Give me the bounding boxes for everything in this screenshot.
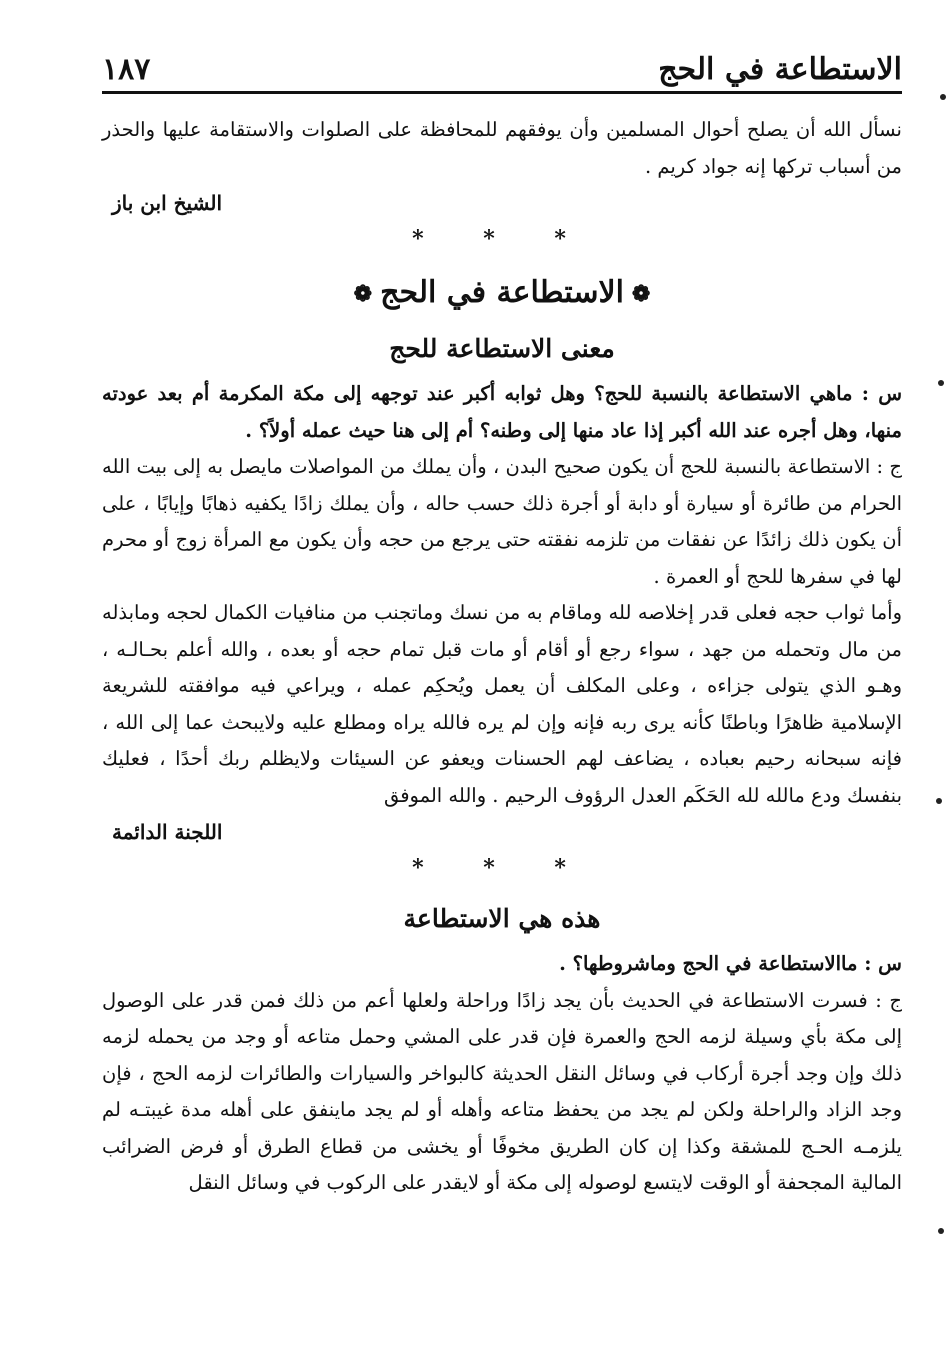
subheading-this-is-ability: هذه هي الاستطاعة	[403, 904, 601, 933]
intro-signature: الشيخ ابن باز	[112, 191, 223, 215]
ornament-icon: ❁	[353, 281, 373, 307]
star-separator: * * *	[412, 855, 592, 881]
answer-1-continued: وأما ثواب حجه فعلى قدر إخلاصه لله وماقام به من نسك وماتجنب من منافيات الكمال لحجه ومابذله من مال وتحمله من جهد ، سواء رجع أو أقام أو مات قبل تمام حجه أو بعده ، والله أعلم بحـالـه ، وهـو الذي يتولى جزاءه ، وعلى المكلف أن يعمل ويُحكِم عمله ، ويراعي فيه موافقته للشريعة الإسلامية ظاهرًا وباطنًا كأنه يرى ربه فإنه وإن لم يره فالله يراه ومطلع عليه ولايبحث عما إلى الله ، فإنه سبحانه رحيم بعباده ، يضاعف لهم الحسنات ويعفو عن السيئات ولايظلم ربك أحدًا ، فعليك بنفسك ودع مالله لله الحَكَم العدل الرؤوف الرحيم . والله الموفق	[102, 601, 902, 807]
margin-dot	[940, 94, 946, 100]
page-number: ١٨٧	[102, 52, 151, 87]
intro-paragraph: نسأل الله أن يصلح أحوال المسلمين وأن يوفقهم للمحافظة على الصلوات والاستقامة عليها والحذر من أسباب تركها إنه جواد كريم .	[102, 118, 902, 178]
answer-1: ج : الاستطاعة بالنسبة للحج أن يكون صحيح البدن ، وأن يملك من المواصلات مايصل به إلى بيت الله الحرام من طائرة أو سيارة أو دابة أو أجرة ذلك حسب حاله ، وأن يملك زادًا يكفيه ذهابًا وإيابًا ، على أن يكون ذلك زائدًا عن نفقات من تلزمه نفقته حتى يرجع من حجه وأن يكون مع المرأة زوج أو محرم لها في سفرها للحج أو العمرة .	[102, 455, 902, 588]
question-2: س : ماالاستطاعة في الحج وماشروطها؟ .	[559, 952, 902, 975]
running-title: الاستطاعة في الحج	[658, 52, 902, 87]
page-content	[102, 112, 902, 1202]
answer-2: ج : فسرت الاستطاعة في الحديث بأن يجد زادًا وراحلة ولعلها أعم من ذلك فمن قدر على الوصول إلى مكة بأي وسيلة لزمه الحج والعمرة فإن قدر على المشي وحمل متاعه أو وجد من يحمله لزمه ذلك وإن وجد أجرة أركاب في وسائل النقل الحديثة كالبواخر والسيارات والطائرات لزمه الحج ، فإن وجد الزاد والراحلة ولكن لم يجد من يحفظ متاعه وأهله أو لم يجد ماينفق على أهله مدة غيبتـه لم يلزمـه الحـج للمشقة وكذا إن كان الطريق مخوفًا أو يخشى من قطاع الطرق أو فرض الضرائب المالية المجحفة أو الوقت لايتسع لوصوله إلى مكة أو لايقدر على الركوب في وسائل النقل	[102, 988, 902, 1194]
margin-dot	[938, 380, 944, 386]
ornament-icon: ❁	[631, 281, 651, 307]
committee-signature: اللجنة الدائمة	[112, 820, 223, 844]
margin-dot	[936, 798, 942, 804]
star-separator: * * *	[412, 226, 592, 252]
section-title	[102, 263, 902, 324]
page-header	[102, 42, 902, 94]
section-title-text: الاستطاعة في الحج	[380, 275, 624, 310]
question-1: س : ماهي الاستطاعة بالنسبة للحج؟ وهل ثوابه أكبر عند توجهه إلى مكة المكرمة أم بعد عودته منها، وهل أجره عند الله أكبر إذا عاد منها إلى وطنه؟ أم إلى هنا حيث عمله أولاً؟ .	[102, 382, 902, 442]
subheading-meaning: معنى الاستطاعة للحج	[389, 334, 615, 363]
margin-dot	[938, 1228, 944, 1234]
